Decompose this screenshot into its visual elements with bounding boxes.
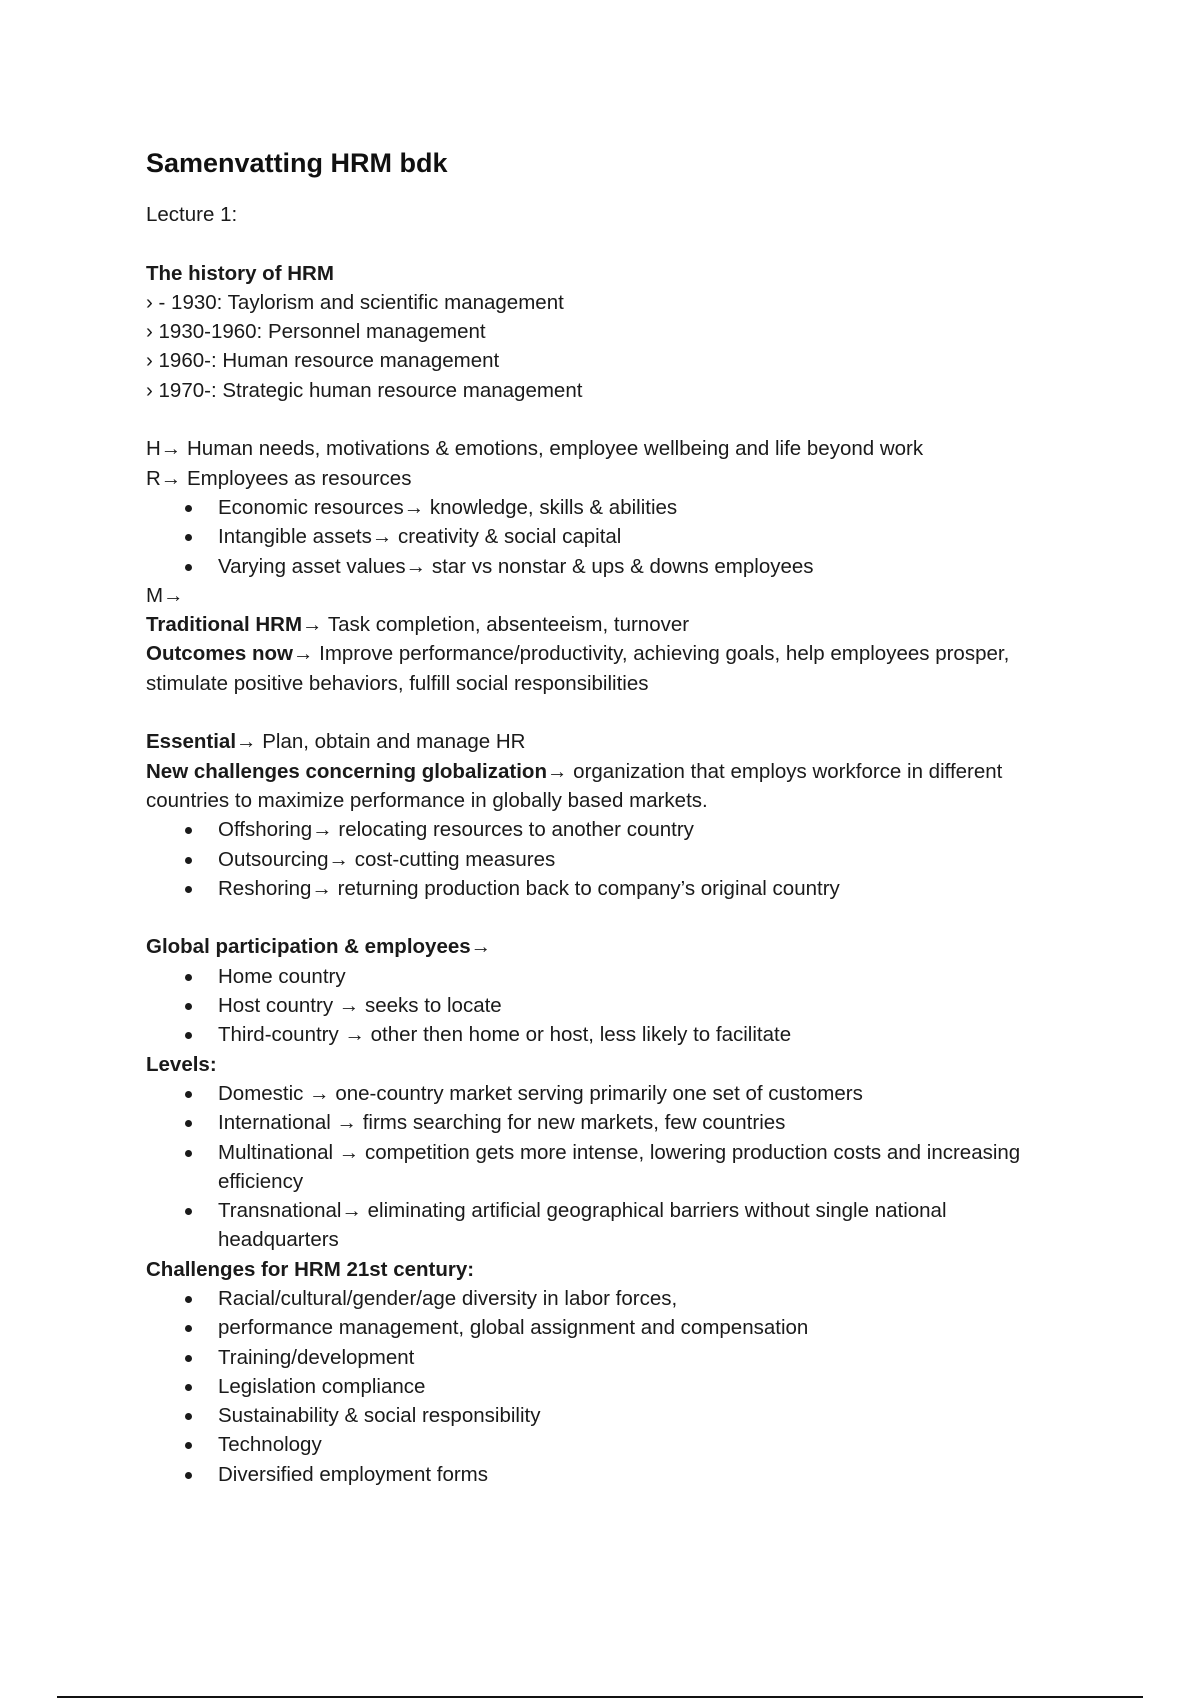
hrm-m-line: M→ xyxy=(146,583,184,607)
list-item: Intangible assets→ creativity & social capital xyxy=(146,522,1046,551)
globalization-line xyxy=(146,757,1046,816)
spacer xyxy=(146,903,1046,932)
list-item: Economic resources→ knowledge, skills & abilities xyxy=(146,493,1046,522)
bullet-icon xyxy=(185,886,192,893)
history-item: › 1970-: Strategic human resource management xyxy=(146,378,583,402)
essential-text: → Plan, obtain and manage HR xyxy=(236,730,526,754)
outcomes-text: → Improve performance/productivity, achieving goals, help employees prosper, stimulate positive behaviors, fulfill social responsibilities xyxy=(146,642,1010,695)
document-title: Samenvatting HRM bdk xyxy=(146,148,448,178)
list-item: Legislation compliance xyxy=(146,1372,1046,1401)
list-item: Sustainability & social responsibility xyxy=(146,1401,1046,1430)
list-item: Multinational → competition gets more intense, lowering production costs and increasing efficiency xyxy=(146,1138,1046,1197)
traditional-label: Traditional HRM xyxy=(146,613,303,637)
list-item: Third-country → other then home or host, less likely to facilitate xyxy=(146,1020,1046,1049)
list-item: Racial/cultural/gender/age diversity in labor forces, xyxy=(146,1284,1046,1313)
levels-heading: Levels: xyxy=(146,1052,217,1076)
list-item: Domestic → one-country market serving primarily one set of customers xyxy=(146,1079,1046,1108)
bullet-icon xyxy=(185,827,192,834)
bullet-icon xyxy=(185,1472,192,1479)
list-item: International → firms searching for new markets, few countries xyxy=(146,1108,1046,1137)
list-item: Technology xyxy=(146,1430,1046,1459)
list-item: Transnational→ eliminating artificial geographical barriers without single national headquarters xyxy=(146,1196,1046,1255)
levels-list xyxy=(146,1079,1046,1255)
list-item: Outsourcing→ cost-cutting measures xyxy=(146,845,1046,874)
list-item: Offshoring→ relocating resources to another country xyxy=(146,815,1046,844)
outcomes-label: Outcomes now xyxy=(146,642,293,666)
bullet-icon xyxy=(185,1208,192,1215)
bullet-icon xyxy=(185,1091,192,1098)
essential-label: Essential xyxy=(146,730,237,754)
bullet-icon xyxy=(185,857,192,864)
history-item: › 1960-: Human resource management xyxy=(146,349,500,373)
globalization-label: New challenges concerning globalization xyxy=(146,759,547,783)
participation-list xyxy=(146,962,1046,1050)
list-item: Reshoring→ returning production back to company’s original country xyxy=(146,874,1046,903)
lecture-label: Lecture 1: xyxy=(146,203,238,226)
globalization-list xyxy=(146,815,1046,903)
spacer xyxy=(146,229,1046,258)
spacer xyxy=(146,698,1046,727)
bullet-icon xyxy=(185,1150,192,1157)
globalization-text: → organization that employs workforce in different countries to maximize performance in globally based markets. xyxy=(146,759,1003,812)
bullet-icon xyxy=(185,1032,192,1039)
bullet-icon xyxy=(185,1413,192,1420)
list-item: Home country xyxy=(146,962,1046,991)
bullet-icon xyxy=(185,505,192,512)
list-item: Diversified employment forms xyxy=(146,1460,1046,1489)
list-item: Varying asset values→ star vs nonstar & ups & downs employees xyxy=(146,552,1046,581)
footer-divider xyxy=(57,1696,1143,1698)
bullet-icon xyxy=(185,1442,192,1449)
participation-heading: Global participation & employees→ xyxy=(146,935,492,959)
outcomes-now-line xyxy=(146,639,1046,698)
challenges-list xyxy=(146,1284,1046,1489)
hrm-r-line: R→ Employees as resources xyxy=(146,466,412,490)
bullet-icon xyxy=(185,1384,192,1391)
history-heading: The history of HRM xyxy=(146,261,334,285)
list-item: performance management, global assignment and compensation xyxy=(146,1313,1046,1342)
spacer xyxy=(146,405,1046,434)
bullet-icon xyxy=(185,974,192,981)
bullet-icon xyxy=(185,1120,192,1127)
bullet-icon xyxy=(185,1325,192,1332)
traditional-hrm-line xyxy=(146,610,1046,639)
resources-list xyxy=(146,493,1046,581)
history-item: › 1930-1960: Personnel management xyxy=(146,320,486,344)
bullet-icon xyxy=(185,564,192,571)
challenges-heading: Challenges for HRM 21st century: xyxy=(146,1257,475,1281)
essential-line xyxy=(146,727,1046,756)
list-item: Host country → seeks to locate xyxy=(146,991,1046,1020)
bullet-icon xyxy=(185,1296,192,1303)
bullet-icon xyxy=(185,534,192,541)
document-page xyxy=(146,140,1046,1489)
bullet-icon xyxy=(185,1355,192,1362)
hrm-h-line: H→ Human needs, motivations & emotions, employee wellbeing and life beyond work xyxy=(146,437,924,461)
bullet-icon xyxy=(185,1003,192,1010)
list-item: Training/development xyxy=(146,1343,1046,1372)
history-item: › - 1930: Taylorism and scientific management xyxy=(146,290,564,314)
traditional-text: → Task completion, absenteeism, turnover xyxy=(302,613,690,637)
